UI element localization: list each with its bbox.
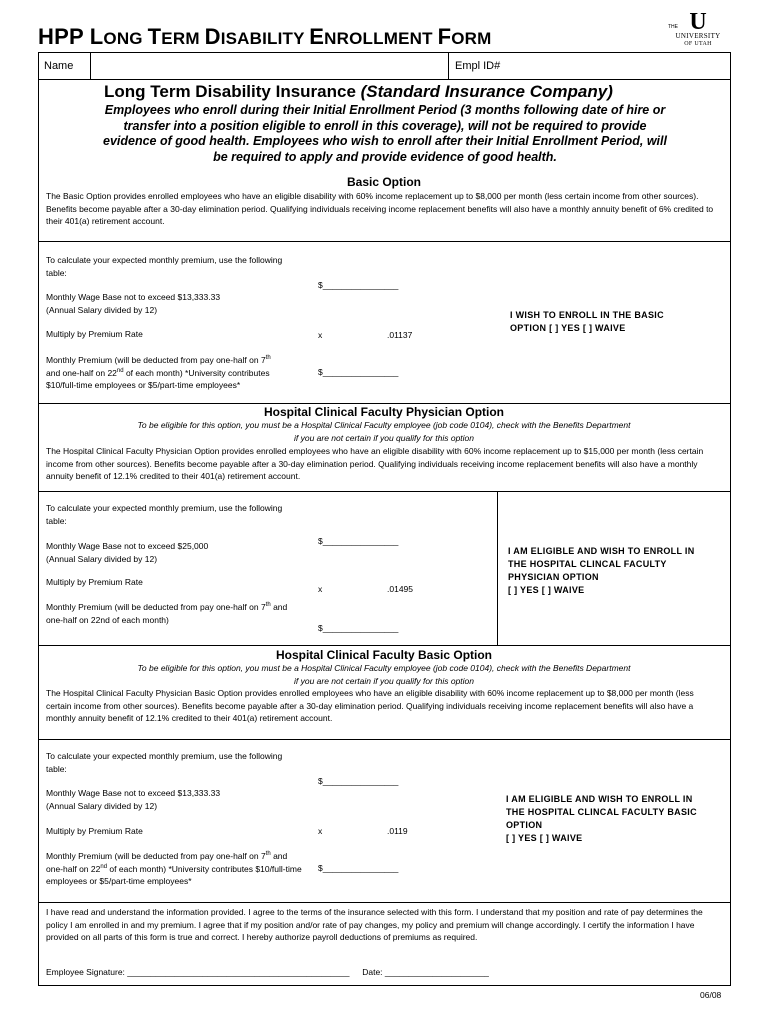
physician-dollar-1[interactable]: $________________	[318, 536, 399, 546]
physician-option-description: The Hospital Clinical Faculty Physician Option provides enrolled employees who have an eligible disability with 60% income replacement up to $15,000 per month (less certain income from other sources). Benefits become payable after a 30-day elimination period. Qualifying individuals receiving income replacement benefits will also have a monthly annuity benefit of 12.1% credited to their 401(a) retirement account.	[46, 446, 704, 481]
intro-heading: Long Term Disability Insurance (Standard Insurance Company)	[104, 82, 613, 101]
basic-dollar-2[interactable]: $________________	[318, 367, 399, 377]
faculty-basic-premium-rate: .0119	[387, 826, 408, 836]
physician-dollar-2[interactable]: $________________	[318, 623, 399, 633]
emplid-field[interactable]	[505, 53, 729, 78]
basic-option-description: The Basic Option provides enrolled employees who have an eligible disability with 60% income replacement up to $8,000 per month (less certain income from other sources). Benefits become payable after a 30-day elimination period. Qualifying individuals receiving income replacement benefits will also have a monthly annuity benefit of 6% credited to their 401(a) retirement account.	[46, 191, 714, 226]
physician-eligibility: To be eligible for this option, you must be a Hospital Clinical Faculty employee (job code 0104), check with the Benefits Department if you are not certain if you qualify for this option	[137, 420, 631, 443]
basic-x: x	[318, 330, 323, 340]
basic-dollar-1[interactable]: $________________	[318, 280, 399, 290]
physician-multiply-label: Multiply by Premium Rate	[46, 577, 143, 587]
faculty-basic-dollar-2[interactable]: $________________	[318, 863, 399, 873]
intro-paragraph: Employees who enroll during their Initial Enrollment Period (3 months following date of hire or transfer into a position eligible to enroll in this coverage), will not be required to provide evidence of good health. Employees who wish to enroll after their Initial Enrollment Period, will be required to apply and provide evidence of good health.	[103, 103, 667, 164]
name-label: Name	[44, 60, 74, 72]
name-field[interactable]	[91, 53, 447, 78]
revision-date: 06/08	[700, 990, 722, 1000]
faculty-basic-description: The Hospital Clinical Faculty Physician Basic Option provides enrolled employees who have an eligible disability with 60% income replacement up to $8,000 per month (less certain income from other sources). Benefits become payable after a 30-day elimination period. Qualifying individuals receiving income replacement benefits will also have a monthly annuity benefit of 12.1% credited to their 401(a) retirement account.	[46, 688, 694, 723]
physician-x: x	[318, 584, 323, 594]
basic-multiply-label: Multiply by Premium Rate	[46, 329, 143, 339]
physician-premium-rate: .01495	[387, 584, 413, 594]
basic-wage-base: Monthly Wage Base not to exceed $13,333.33 (Annual Salary divided by 12)	[46, 292, 221, 315]
faculty-basic-monthly-premium: Monthly Premium (will be deducted from pay one-half on 7th and one-half on 22nd of each month) *University contributes $10/full-time employees or $5/part-time employees*	[46, 851, 302, 886]
basic-monthly-premium: Monthly Premium (will be deducted from pay one-half on 7th and one-half on 22nd of each month) *University contributes $10/full-time employees or $5/part-time employees*	[46, 355, 271, 390]
basic-enroll-choice[interactable]: I WISH TO ENROLL IN THE BASIC OPTION [ ] YES [ ] WAIVE	[510, 310, 664, 333]
emplid-label: Empl ID#	[455, 60, 501, 72]
faculty-basic-enroll-choice[interactable]: I AM ELIGIBLE AND WISH TO ENROLL IN THE HOSPITAL CLINCAL FACULTY BASIC OPTION [ ] YES [ ] WAIVE	[506, 794, 697, 843]
faculty-basic-multiply-label: Multiply by Premium Rate	[46, 826, 143, 836]
basic-option-heading: Basic Option	[346, 175, 421, 189]
faculty-basic-heading: Hospital Clinical Faculty Basic Option	[275, 648, 493, 662]
physician-calc-intro: To calculate your expected monthly premium, use the following table:	[46, 503, 283, 526]
physician-monthly-premium: Monthly Premium (will be deducted from pay one-half on 7th and one-half on 22nd of each month)	[46, 602, 288, 625]
agreement-text: I have read and understand the information provided. I agree to the terms of the insurance selected with this form. I understand that my position and rate of pay determines the policy I am enrolled in and my premium. I agree that if my position and/or rate of pay changes, my policy and premium will change accordingly. I certify the information I have provided on all parts of this form is true and correct. I hereby authorize payroll deductions of premiums as required.	[46, 907, 703, 942]
physician-enroll-choice[interactable]: I AM ELIGIBLE AND WISH TO ENROLL IN THE HOSPITAL CLINCAL FACULTY PHYSICIAN OPTION [ ] YES [ ] WAIVE	[508, 546, 695, 595]
physician-option-heading: Hospital Clinical Faculty Physician Option	[263, 405, 505, 419]
basic-premium-rate: .01137	[387, 330, 413, 340]
basic-calc-intro: To calculate your expected monthly premium, use the following table:	[46, 255, 283, 278]
university-logo: THE U UNIVERSITY OF UTAH	[668, 9, 721, 47]
physician-wage-base: Monthly Wage Base not to exceed $25,000 (Annual Salary divided by 12)	[46, 541, 209, 564]
faculty-basic-calc-intro: To calculate your expected monthly premium, use the following table:	[46, 751, 283, 774]
faculty-basic-dollar-1[interactable]: $________________	[318, 776, 399, 786]
faculty-basic-x: x	[318, 826, 323, 836]
faculty-basic-eligibility: To be eligible for this option, you must be a Hospital Clinical Faculty employee (job code 0104), check with the Benefits Department if you are not certain if you qualify for this option	[137, 663, 631, 686]
faculty-basic-wage-base: Monthly Wage Base not to exceed $13,333.33 (Annual Salary divided by 12)	[46, 788, 221, 811]
form-title: HPP LONG TERM DISABILITY ENROLLMENT FORM	[38, 24, 492, 49]
date-field[interactable]: ______________________	[384, 967, 489, 977]
signature-row: Employee Signature: _______________________________________________ Date: ______________________	[46, 967, 489, 977]
signature-field[interactable]: _______________________________________________	[127, 967, 350, 977]
